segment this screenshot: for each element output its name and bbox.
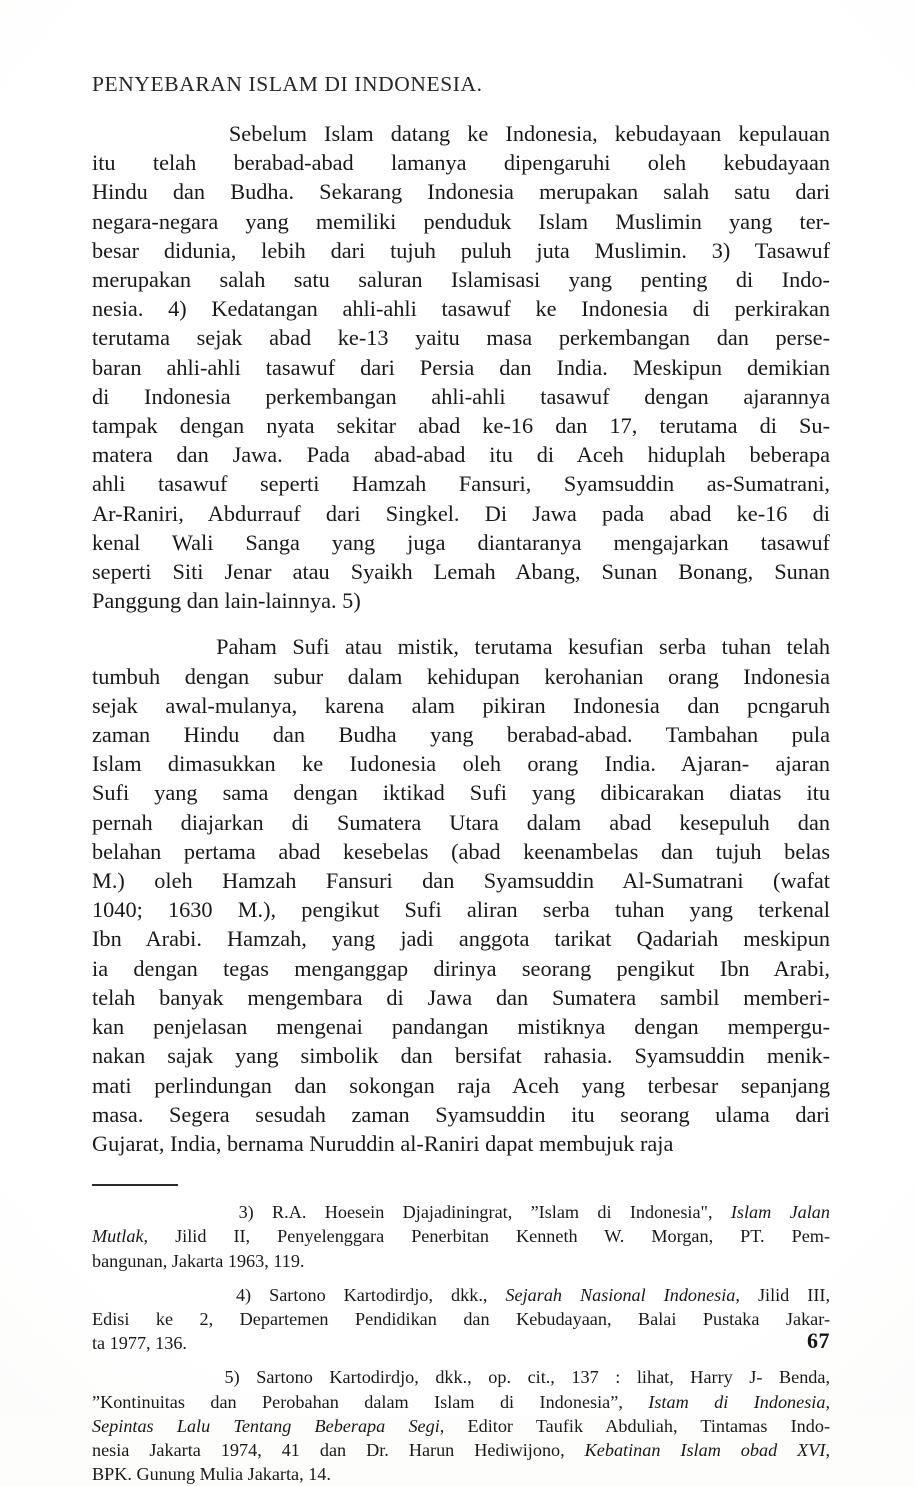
- text-line: itu telah berabad-abad lamanya dipengaruhi oleh kebudayaan: [92, 150, 830, 176]
- footnote-line: 5) Sartono Kartodirdjo, dkk., op. cit., 137 : lihat, Harry J- Benda,: [92, 1367, 830, 1388]
- text-line: 1040; 1630 M.), pengikut Sufi aliran serba tuhan yang terkenal: [92, 897, 830, 923]
- text-line: Hindu dan Budha. Sekarang Indonesia merupakan salah satu dari: [92, 179, 830, 205]
- footnote-line: 3) R.A. Hoesein Djajadiningrat, ”Islam di Indonesia", Islam Jalan: [92, 1202, 830, 1223]
- footnote-line: ta 1977, 136.: [92, 1333, 187, 1354]
- text-line: sejak awal-mulanya, karena alam pikiran Indonesia dan pcngaruh: [92, 692, 830, 718]
- text-line: masa. Segera sesudah zaman Syamsuddin itu seorang ulama dari: [92, 1101, 830, 1127]
- text-line: Ibn Arabi. Hamzah, yang jadi anggota tarikat Qadariah meskipun: [92, 926, 830, 952]
- text-line: Islam dimasukkan ke Iudonesia oleh orang India. Ajaran- ajaran: [92, 751, 830, 777]
- text-line: belahan pertama abad kesebelas (abad keenambelas dan tujuh belas: [92, 838, 830, 864]
- footnote-5: [92, 1365, 830, 1486]
- footnote-line: nesia Jakarta 1974, 41 dan Dr. Harun Hediwijono, Kebatinan Islam obad XVI,: [92, 1439, 830, 1460]
- text-line: mati perlindungan dan sokongan raja Aceh yang terbesar sepanjang: [92, 1072, 830, 1098]
- text-line: Gujarat, India, bernama Nuruddin al-Raniri dapat membujuk raja: [92, 1130, 674, 1156]
- text-line: besar didunia, lebih dari tujuh puluh juta Muslimin. 3) Tasawuf: [92, 237, 830, 263]
- text-line: nesia. 4) Kedatangan ahli-ahli tasawuf ke Indonesia di perkirakan: [92, 296, 830, 322]
- text-line: seperti Siti Jenar atau Syaikh Lemah Abang, Sunan Bonang, Sunan: [92, 559, 830, 585]
- footnote-line: bangunan, Jakarta 1963, 119.: [92, 1250, 305, 1271]
- text-line: matera dan Jawa. Pada abad-abad itu di Aceh hiduplah beberapa: [92, 442, 830, 468]
- text-line: ia dengan tegas menganggap dirinya seorang pengikut Ibn Arabi,: [92, 955, 830, 981]
- text-line: nakan sajak yang simbolik dan bersifat rahasia. Syamsuddin menik-: [92, 1043, 830, 1069]
- footnote-3: [92, 1200, 830, 1273]
- text-line: kenal Wali Sanga yang juga diantaranya mengajarkan tasawuf: [92, 529, 830, 555]
- text-line: ahli tasawuf seperti Hamzah Fansuri, Syamsuddin as-Sumatrani,: [92, 471, 830, 497]
- text-line: Panggung dan lain-lainnya. 5): [92, 588, 361, 614]
- text-line: telah banyak mengembara di Jawa dan Sumatera sambil memberi-: [92, 984, 830, 1010]
- text-line: terutama sejak abad ke-13 yaitu masa perkembangan dan perse-: [92, 325, 830, 351]
- text-line: di Indonesia perkembangan ahli-ahli tasawuf dengan ajarannya: [92, 383, 830, 409]
- page-number: 67: [807, 1328, 830, 1353]
- text-line: Sebelum Islam datang ke Indonesia, kebudayaan kepulauan: [92, 121, 830, 146]
- body-text: [92, 119, 830, 1158]
- text-line: Sufi yang sama dengan iktikad Sufi yang dibicarakan diatas itu: [92, 780, 830, 806]
- footnote-line: Edisi ke 2, Departemen Pendidikan dan Kebudayaan, Balai Pustaka Jakar-: [92, 1308, 830, 1329]
- footnote-line: Mutlak, Jilid II, Penyelenggara Penerbitan Kenneth W. Morgan, PT. Pem-: [92, 1226, 830, 1247]
- footnote-line: ”Kontinuitas dan Perobahan dalam Islam di Indonesia”, Istam di Indonesia,: [92, 1391, 830, 1412]
- page-title: PENYEBARAN ISLAM DI INDONESIA.: [92, 72, 483, 96]
- text-line: Ar-Raniri, Abdurrauf dari Singkel. Di Jawa pada abad ke-16 di: [92, 500, 830, 526]
- footnote-line: Sepintas Lalu Tentang Beberapa Segi, Editor Taufik Abduliah, Tintamas Indo-: [92, 1415, 830, 1436]
- text-line: merupakan salah satu saluran Islamisasi yang penting di Indo-: [92, 267, 830, 293]
- text-line: negara-negara yang memiliki penduduk Islam Muslimin yang ter-: [92, 208, 830, 234]
- body-paragraph: [92, 119, 830, 615]
- text-line: M.) oleh Hamzah Fansuri dan Syamsuddin Al-Sumatrani (wafat: [92, 868, 830, 894]
- footnote-line: 4) Sartono Kartodirdjo, dkk., Sejarah Nasional Indonesia, Jilid III,: [92, 1284, 830, 1305]
- text-line: zaman Hindu dan Budha yang berabad-abad. Tambahan pula: [92, 722, 830, 748]
- footnote-separator-rule: [92, 1184, 178, 1186]
- text-line: baran ahli-ahli tasawuf dari Persia dan India. Meskipun demikian: [92, 354, 830, 380]
- body-paragraph: [92, 632, 830, 1158]
- text-line: pernah diajarkan di Sumatera Utara dalam abad kesepuluh dan: [92, 809, 830, 835]
- footnote-line: BPK. Gunung Mulia Jakarta, 14.: [92, 1464, 331, 1485]
- text-line: kan penjelasan mengenai pandangan mistiknya dengan mempergu-: [92, 1014, 830, 1040]
- text-line: tampak dengan nyata sekitar abad ke-16 dan 17, terutama di Su-: [92, 413, 830, 439]
- text-line: tumbuh dengan subur dalam kehidupan kerohanian orang Indonesia: [92, 663, 830, 689]
- page-content: [92, 0, 830, 1486]
- text-line: Paham Sufi atau mistik, terutama kesufian serba tuhan telah: [92, 634, 831, 660]
